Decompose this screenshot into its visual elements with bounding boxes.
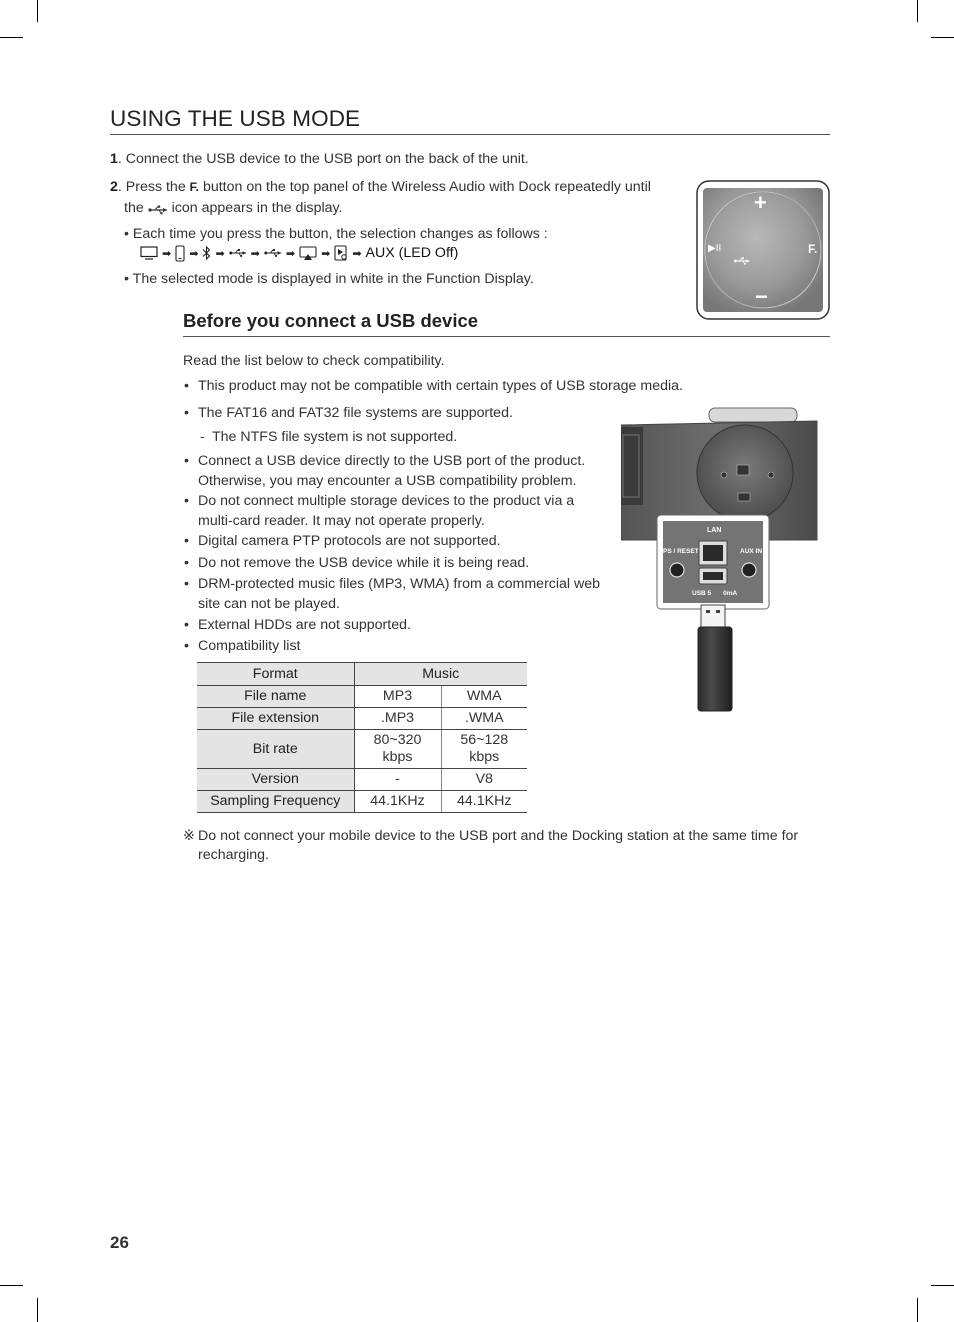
cell-line: 56~128 [460, 732, 509, 748]
bullet-text: The FAT16 and FAT32 file systems are supported. [198, 405, 513, 421]
bullet-text: Digital camera PTP protocols are not supported. [198, 533, 501, 549]
table-row [197, 708, 527, 730]
bluetooth-icon [202, 245, 211, 261]
usb-label-part: USB 5 [692, 590, 712, 597]
note-text: recharging. [198, 847, 269, 863]
arrow-icon: ➡ [162, 247, 172, 260]
step-1 [110, 149, 529, 169]
compatibility-table [197, 662, 527, 813]
table-cell: WMA [441, 686, 527, 708]
mode-sequence [140, 244, 458, 262]
volume-down-label: − [755, 284, 768, 309]
table-row-label: Sampling Frequency [197, 791, 354, 813]
section-intro: Read the list below to check compatibility. [183, 353, 445, 369]
usb-icon [264, 247, 282, 259]
dlna-icon [334, 245, 348, 261]
table-row-label: Version [197, 769, 354, 791]
table-cell: MP3 [354, 686, 441, 708]
bullet-text: multi-card reader. It may not operate properly. [198, 512, 485, 529]
arrow-icon: ➡ [215, 247, 225, 260]
wps-reset-label: PS / RESET [663, 548, 699, 555]
mode-final-label: AUX (LED Off) [365, 245, 459, 261]
section-title: Before you connect a USB device [183, 310, 830, 337]
table-cell: .WMA [441, 708, 527, 730]
table-cell: - [354, 769, 441, 791]
bullet-text: Do not connect multiple storage devices to the product via a [198, 493, 575, 509]
step-text: button on the top panel of the Wireless Audio with Dock repeatedly until [199, 179, 651, 195]
page-number: 26 [110, 1233, 129, 1252]
bullet-text: External HDDs are not supported. [198, 617, 411, 633]
arrow-icon: ➡ [352, 247, 362, 260]
top-panel-image [696, 180, 830, 320]
bullet-text: site can not be played. [198, 595, 340, 612]
table-row-label: Bit rate [197, 730, 354, 769]
aux-in-label: AUX IN [740, 548, 763, 555]
step-number: 1 [110, 151, 118, 167]
play-pause-label: ▶II [708, 243, 722, 254]
step-text: the [124, 200, 148, 216]
tv-icon [140, 246, 158, 260]
bullet-text: Do not remove the USB device while it is being read. [198, 555, 530, 571]
volume-up-label: + [754, 190, 767, 215]
phone-icon [175, 245, 185, 262]
step-text: . Press the [117, 179, 190, 195]
arrow-icon: ➡ [321, 247, 331, 260]
table-cell: V8 [441, 769, 527, 791]
step-text: . Connect the USB device to the USB port on the back of the unit. [117, 151, 529, 167]
table-header-row [197, 663, 527, 686]
page-title: USING THE USB MODE [110, 106, 830, 135]
note-mark: ※ [183, 828, 195, 844]
usb-port-image [621, 405, 821, 715]
cell-line: kbps [382, 749, 413, 765]
crop-mark [931, 37, 954, 38]
crop-mark [917, 1298, 918, 1322]
airplay-icon [299, 246, 317, 261]
bullet-text: Connect a USB device directly to the USB port of the product. [198, 453, 586, 469]
crop-mark [931, 1285, 954, 1286]
function-key-label: F. [808, 242, 818, 256]
cell-line: 80~320 [373, 732, 422, 748]
usb-icon [229, 247, 247, 259]
function-key-label: F. [189, 180, 199, 194]
table-cell [441, 730, 527, 769]
arrow-icon: ➡ [189, 247, 199, 260]
cell-line: kbps [469, 749, 500, 765]
table-cell: 44.1KHz [441, 791, 527, 813]
lan-label: LAN [707, 527, 722, 534]
usb-icon [148, 202, 168, 214]
table-cell [354, 730, 441, 769]
table-row-label: File extension [197, 708, 354, 730]
step-2-bullet-1: • Each time you press the button, the selection changes as follows : [124, 226, 548, 242]
usb-port-label [692, 590, 737, 597]
usb-label-part: 0mA [723, 590, 738, 597]
table-row [197, 730, 527, 769]
bullet-text: Each time you press the button, the selection changes as follows : [132, 226, 548, 242]
table-row [197, 791, 527, 813]
table-cell: 44.1KHz [354, 791, 441, 813]
arrow-icon: ➡ [250, 247, 260, 260]
arrow-icon: ➡ [285, 247, 296, 260]
table-row [197, 686, 527, 708]
step-text: icon appears in the display. [167, 200, 343, 216]
bullet-text: The NTFS file system is not supported. [212, 429, 458, 445]
bullet-text: Compatibility list [198, 638, 301, 654]
step-2 [110, 177, 651, 197]
bullet-text: The selected mode is displayed in white in the Function Display. [132, 271, 534, 287]
step-number: 2 [110, 179, 118, 195]
crop-mark [0, 1285, 23, 1286]
crop-mark [0, 37, 23, 38]
note-text: Do not connect your mobile device to the USB port and the Docking station at the same time for [198, 828, 799, 844]
table-header-cell: Format [197, 663, 354, 686]
bullet-text: DRM-protected music files (MP3, WMA) from a commercial web [198, 576, 601, 592]
crop-mark [37, 1298, 38, 1322]
crop-mark [917, 0, 918, 22]
table-row-label: File name [197, 686, 354, 708]
table-row [197, 769, 527, 791]
bullet-text: Otherwise, you may encounter a USB compatibility problem. [198, 472, 577, 489]
table-header-cell: Music [354, 663, 527, 686]
table-cell: .MP3 [354, 708, 441, 730]
step-2-bullet-2: • The selected mode is displayed in white in the Function Display. [124, 271, 534, 287]
step-2-line-2 [124, 198, 343, 218]
bullet-text: This product may not be compatible with certain types of USB storage media. [198, 378, 683, 394]
crop-mark [37, 0, 38, 22]
usb-icon [733, 253, 751, 271]
